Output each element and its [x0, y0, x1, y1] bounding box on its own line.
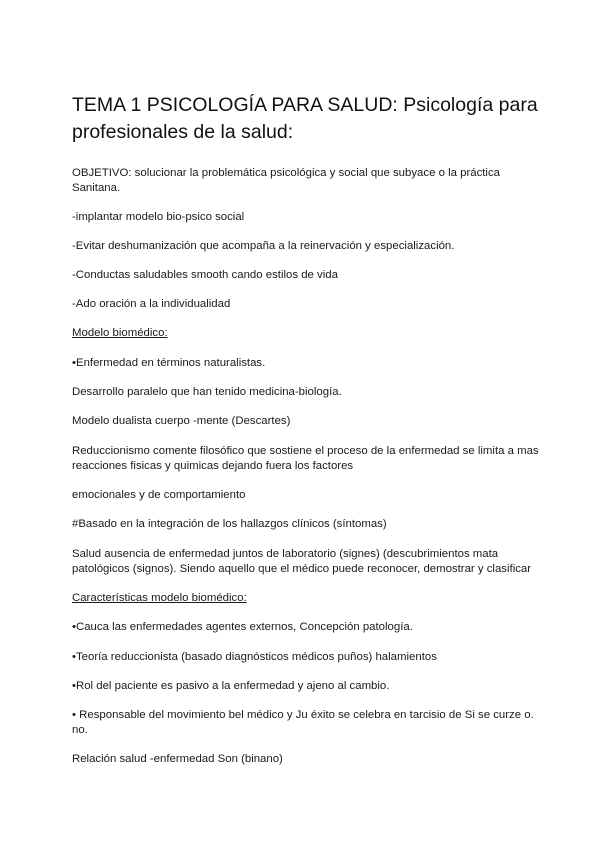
paragraph: #Basado en la integración de los hallazgos clínicos (síntomas) [72, 518, 387, 530]
paragraph: Reduccionismo comente filosófico que sostiene el proceso de la enfermedad se limita a mas reacciones fisicas y quimicas dejando fuera los factores [72, 445, 539, 472]
paragraph: Desarrollo paralelo que han tenido medicina-biología. [72, 386, 342, 398]
list-item: -Evitar deshumanización que acompaña a la reinervación y especialización. [72, 240, 455, 252]
bullet-item: •Rol del paciente es pasivo a la enfermedad y ajeno al cambio. [72, 680, 390, 692]
list-item: -implantar modelo bio-psico social [72, 211, 245, 223]
section-heading: Modelo biomédico: [72, 327, 168, 339]
paragraph: Salud ausencia de enfermedad juntos de laboratorio (signes) (descubrimientos mata patológicos (signos). Siendo aquello que el médico puede reconocer, demostrar y clasificar [72, 548, 532, 575]
bullet-item: •Enfermedad en términos naturalistas. [72, 357, 266, 369]
list-item: -Conductas saludables smooth cando estilos de vida [72, 269, 338, 281]
bullet-item: •Teoría reduccionista (basado diagnósticos médicos puños) halamientos [72, 651, 437, 663]
paragraph: emocionales y de comportamiento [72, 489, 246, 501]
document-title: TEMA 1 PSICOLOGÍA PARA SALUD: Psicología para profesionales de la salud: [72, 94, 538, 143]
section-heading: Características modelo biomédico: [72, 592, 247, 604]
objective-paragraph: OBJETIVO: solucionar la problemática psicológica y social que subyace o la práctica Sanitana. [72, 167, 500, 194]
paragraph: Relación salud -enfermedad Son (binano) [72, 753, 283, 765]
bullet-item: •Cauca las enfermedades agentes externos, Concepción patología. [72, 621, 413, 633]
list-item: -Ado oración a la individualidad [72, 298, 231, 310]
bullet-item: • Responsable del movimiento bel médico y Ju éxito se celebra en tarcisio de Si se curze o. no. [72, 709, 534, 736]
paragraph: Modelo dualista cuerpo -mente (Descartes) [72, 415, 291, 427]
